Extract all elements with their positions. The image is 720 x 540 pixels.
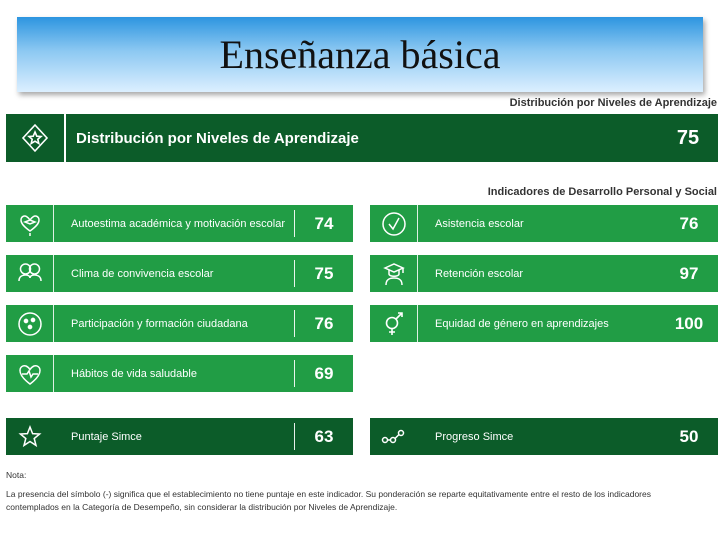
progreso-simce-card [370, 418, 718, 455]
participacion-value: 76 [314, 313, 334, 333]
distribucion-card-label: Distribución por Niveles de Aprendizaje [76, 129, 359, 147]
clima-value: 75 [314, 263, 334, 283]
asistencia-label: Asistencia escolar [435, 217, 524, 230]
participacion-label: Participación y formación ciudadana [71, 317, 248, 330]
clima-label: Clima de convivencia escolar [71, 267, 214, 280]
gender-icon [370, 305, 418, 342]
equidad-value: 100 [674, 313, 704, 333]
graduate-person-icon [370, 255, 418, 292]
autoestima-label: Autoestima académica y motivación escolar [71, 217, 285, 230]
note-title: Nota: [6, 470, 27, 480]
clima-card [6, 255, 353, 292]
habitos-card [6, 355, 353, 392]
people-circle-icon [6, 305, 54, 342]
note-text: La presencia del símbolo (-) significa que el establecimiento no tiene puntaje en este indicador. Su ponderación se reparte equitativamente entre el resto de los indicadores contemplados en la Categoría de Desempeño, sin considerar la distribución por Niveles de Aprendizaje. [6, 489, 651, 512]
asistencia-card [370, 205, 718, 242]
habitos-label: Hábitos de vida saludable [71, 367, 197, 380]
slide-title: Enseñanza básica [219, 32, 501, 77]
star-icon [6, 418, 54, 455]
puntaje-simce-card [6, 418, 353, 455]
retencion-label: Retención escolar [435, 267, 524, 280]
check-circle-icon [370, 205, 418, 242]
habitos-value: 69 [314, 363, 334, 383]
graduation-heart-icon [6, 205, 54, 242]
indicadores-section-label: Indicadores de Desarrollo Personal y Social [487, 186, 717, 198]
equidad-label: Equidad de género en aprendizajes [435, 317, 609, 330]
retencion-card [370, 255, 718, 292]
distribucion-card [6, 114, 718, 162]
asistencia-value: 76 [679, 213, 699, 233]
puntaje-simce-value: 63 [314, 426, 334, 446]
autoestima-card [6, 205, 353, 242]
participacion-card [6, 305, 353, 342]
distribucion-card-value: 75 [676, 126, 700, 149]
distribucion-section-label: Distribución por Niveles de Aprendizaje [509, 97, 717, 109]
progress-icon [370, 418, 418, 455]
star-shield-icon [6, 114, 66, 162]
title-banner [17, 17, 703, 92]
heart-pulse-icon [6, 355, 54, 392]
progreso-simce-value: 50 [679, 426, 699, 446]
autoestima-value: 74 [314, 213, 334, 233]
equidad-card [370, 305, 718, 342]
people-icon [6, 255, 54, 292]
puntaje-simce-label: Puntaje Simce [71, 430, 142, 443]
progreso-simce-label: Progreso Simce [435, 430, 514, 443]
note-block [6, 469, 706, 514]
retencion-value: 97 [679, 263, 699, 283]
